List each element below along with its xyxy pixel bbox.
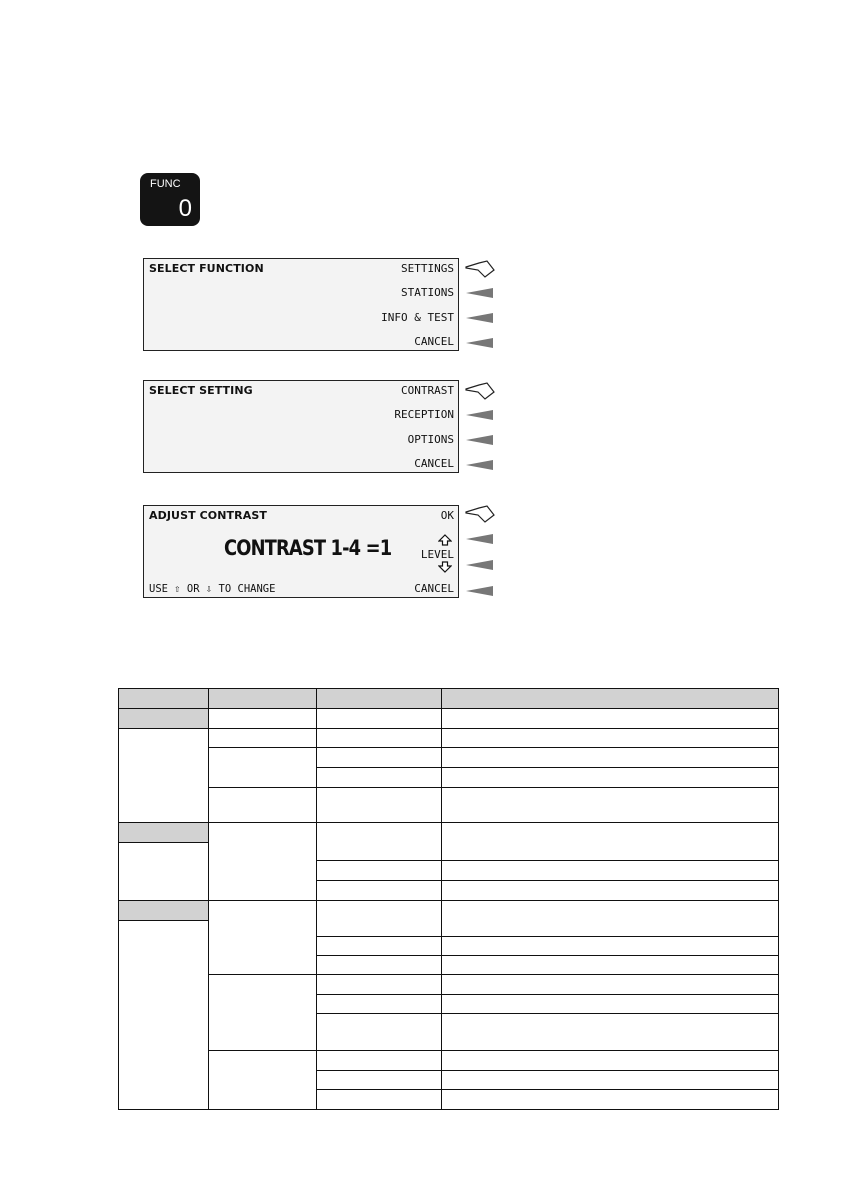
table-header-row	[119, 689, 779, 709]
func-key-digit: 0	[178, 195, 192, 222]
softkey-arrow-icon[interactable]	[465, 458, 495, 472]
option-reception: RECEPTION	[394, 408, 454, 421]
table-cell	[442, 709, 779, 729]
menu-structure-table	[118, 688, 779, 1110]
table-cell	[442, 937, 779, 956]
table-cell	[442, 768, 779, 788]
table-cell	[317, 788, 442, 823]
option-stations: STATIONS	[401, 286, 454, 299]
table-cell	[317, 881, 442, 901]
table-cell	[209, 788, 317, 823]
table-row	[119, 1051, 779, 1071]
table-header-cell	[442, 689, 779, 709]
table-cell	[317, 1090, 442, 1110]
option-info-test: INFO & TEST	[381, 311, 454, 324]
table-cell	[317, 709, 442, 729]
softkey-arrow-icon[interactable]	[465, 286, 495, 300]
table-cell	[209, 823, 317, 901]
table-cell	[442, 861, 779, 881]
section-header-cell	[119, 823, 209, 843]
section-header-cell	[119, 901, 209, 921]
table-cell	[442, 788, 779, 823]
table-cell	[317, 901, 442, 937]
table-cell	[317, 956, 442, 975]
table-header-cell	[317, 689, 442, 709]
func-key[interactable]	[140, 173, 200, 226]
table-cell	[442, 1071, 779, 1090]
table-cell	[442, 729, 779, 748]
table-row	[119, 975, 779, 995]
table-cell	[442, 995, 779, 1014]
option-cancel: CANCEL	[414, 335, 454, 348]
level-label: LEVEL	[420, 548, 454, 561]
table-header-cell	[119, 689, 209, 709]
table-cell	[317, 995, 442, 1014]
contrast-value-display: CONTRAST 1-4 =1	[224, 536, 392, 560]
softkey-arrow-icon[interactable]	[465, 532, 495, 546]
option-settings: SETTINGS	[401, 262, 454, 275]
func-key-label: FUNC	[150, 178, 181, 190]
softkey-arrow-icon[interactable]	[465, 433, 495, 447]
option-cancel: CANCEL	[414, 457, 454, 470]
table-cell	[442, 1051, 779, 1071]
table-cell	[317, 975, 442, 995]
table-cell	[209, 975, 317, 1051]
table-cell	[119, 729, 209, 823]
table-cell	[317, 1071, 442, 1090]
arrow-up-icon	[438, 534, 452, 546]
table-cell	[119, 843, 209, 901]
table-row	[119, 823, 779, 843]
pressed-softkey-icon[interactable]	[465, 505, 495, 523]
table-cell	[442, 956, 779, 975]
table-cell	[209, 709, 317, 729]
screen-adjust-contrast	[143, 505, 459, 598]
softkey-arrow-icon[interactable]	[465, 336, 495, 350]
table-cell	[442, 975, 779, 995]
table-cell	[442, 823, 779, 861]
softkey-arrow-icon[interactable]	[465, 558, 495, 572]
softkey-arrow-icon[interactable]	[465, 584, 495, 598]
screen-select-setting	[143, 380, 459, 473]
table-row	[119, 788, 779, 823]
table-row	[119, 748, 779, 768]
screen-select-function	[143, 258, 459, 351]
table-cell	[209, 729, 317, 748]
table-cell	[442, 881, 779, 901]
table-cell	[317, 1014, 442, 1051]
table-cell	[317, 823, 442, 861]
section-header-cell	[119, 709, 209, 729]
pressed-softkey-icon[interactable]	[465, 382, 495, 400]
table-cell	[317, 768, 442, 788]
table-cell	[317, 937, 442, 956]
table-row	[119, 709, 779, 729]
softkey-arrow-icon[interactable]	[465, 311, 495, 325]
option-cancel: CANCEL	[414, 582, 454, 595]
table-cell	[209, 1051, 317, 1110]
table-cell	[209, 901, 317, 975]
option-options: OPTIONS	[407, 433, 454, 446]
softkey-arrow-icon[interactable]	[465, 408, 495, 422]
arrow-down-icon	[438, 561, 452, 573]
table-cell	[317, 861, 442, 881]
table-cell	[119, 921, 209, 1110]
table-cell	[209, 748, 317, 788]
change-hint: USE ⇧ OR ⇩ TO CHANGE	[149, 583, 276, 595]
table-cell	[317, 1051, 442, 1071]
screen-title: ADJUST CONTRAST	[149, 509, 267, 522]
table-row	[119, 901, 779, 921]
pressed-softkey-icon[interactable]	[465, 260, 495, 278]
table-cell	[442, 901, 779, 937]
screen-title: SELECT FUNCTION	[149, 262, 264, 275]
table-cell	[317, 748, 442, 768]
option-ok: OK	[440, 509, 454, 522]
screen-title: SELECT SETTING	[149, 384, 253, 397]
table-cell	[317, 729, 442, 748]
table-row	[119, 729, 779, 748]
table-header-cell	[209, 689, 317, 709]
option-contrast: CONTRAST	[401, 384, 454, 397]
table-cell	[442, 1014, 779, 1051]
table-cell	[442, 1090, 779, 1110]
table-cell	[442, 748, 779, 768]
